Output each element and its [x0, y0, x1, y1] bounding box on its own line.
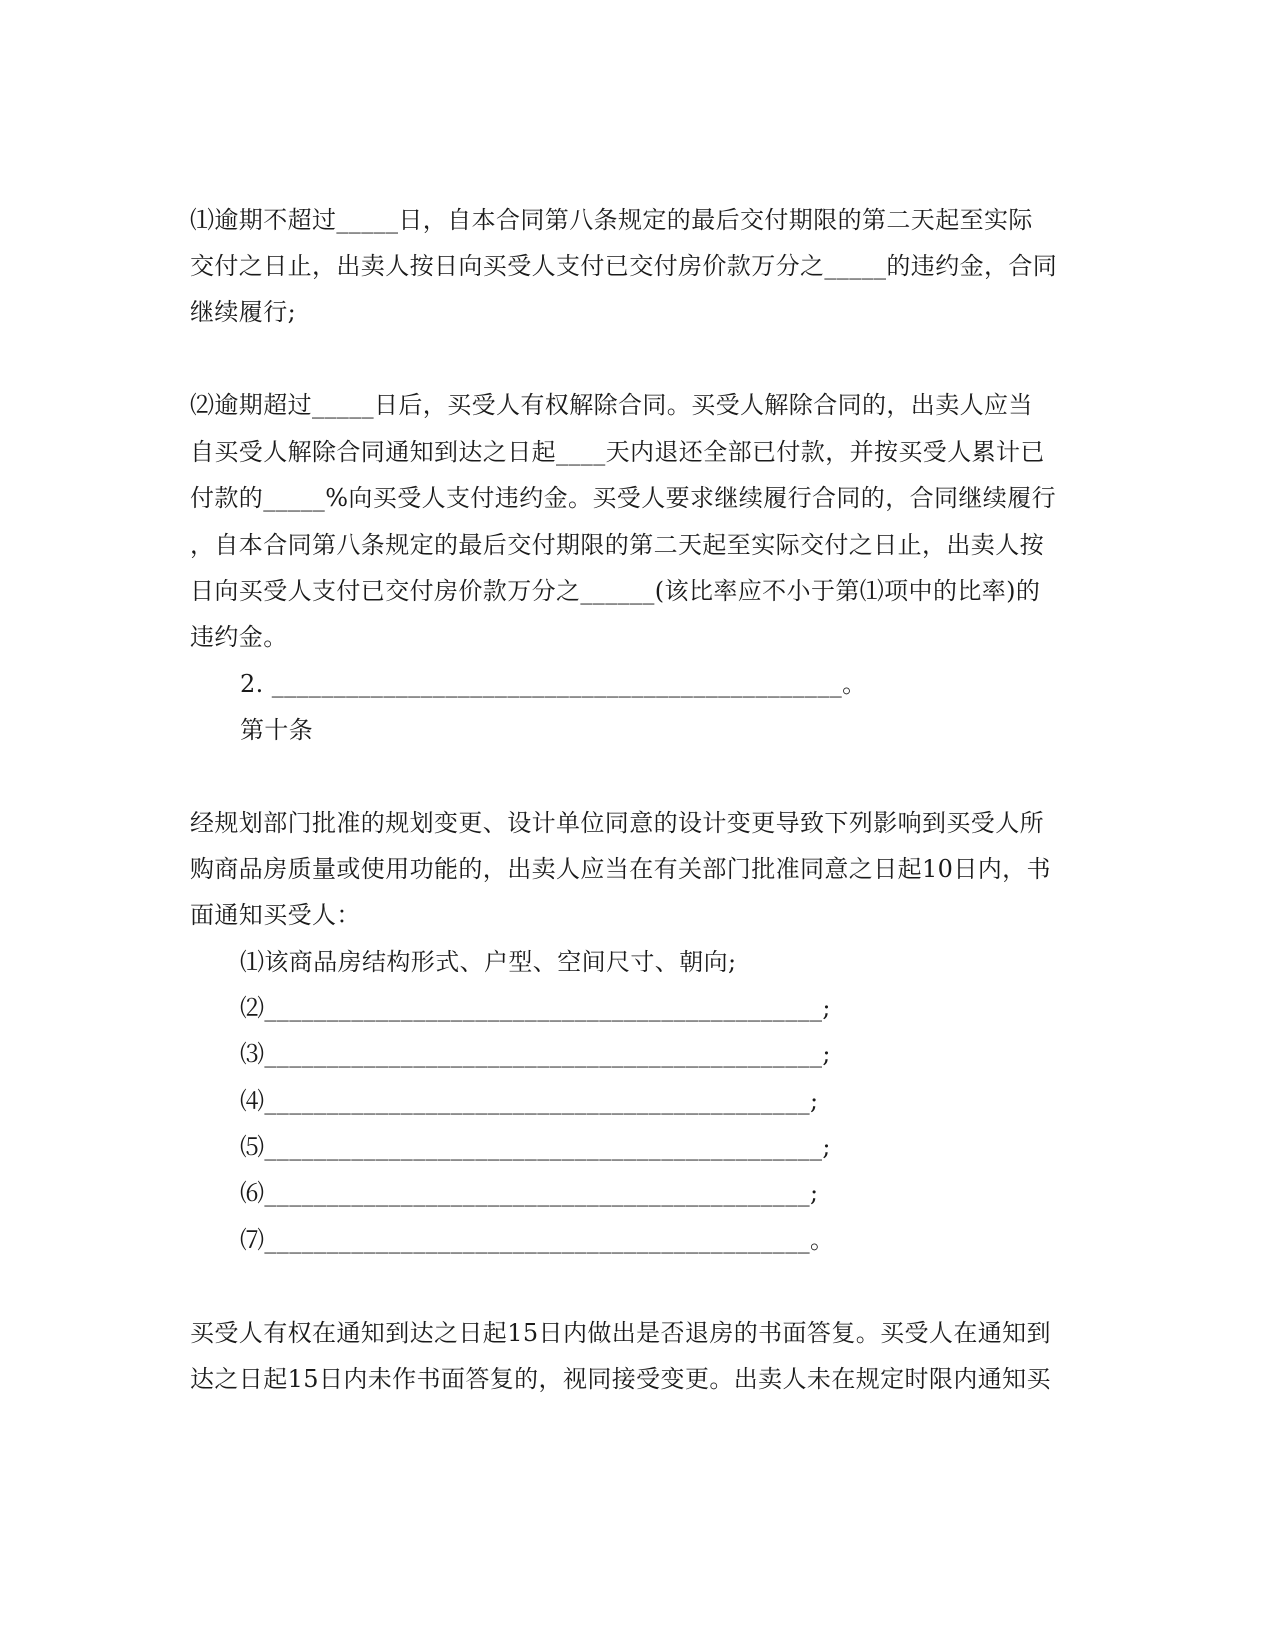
- article-heading: 第十条: [240, 716, 314, 744]
- list-item: ⑸_____________________________________________;: [240, 1133, 831, 1161]
- paragraph-line: 经规划部门批准的规划变更、设计单位同意的设计变更导致下列影响到买受人所: [190, 809, 1044, 837]
- paragraph-line: 付款的_____%向买受人支付违约金。买受人要求继续履行合同的，合同继续履行: [190, 484, 1057, 512]
- paragraph-line: 自买受人解除合同通知到达之日起____天内退还全部已付款，并按买受人累计已: [190, 438, 1045, 466]
- paragraph-line: 日向买受人支付已交付房价款万分之______(该比率应不小于第⑴项中的比率)的: [190, 577, 1041, 605]
- paragraph-line: ⑴逾期不超过_____日，自本合同第八条规定的最后交付期限的第二天起至实际: [190, 206, 1033, 234]
- list-item: ⑶_____________________________________________;: [240, 1040, 831, 1068]
- paragraph-line: 面通知买受人：: [190, 901, 361, 929]
- list-item: ⑹____________________________________________;: [240, 1179, 819, 1207]
- list-item: ⑵_____________________________________________;: [240, 994, 831, 1022]
- paragraph-line: ，自本合同第八条规定的最后交付期限的第二天起至实际交付之日止，出卖人按: [190, 531, 1044, 559]
- paragraph-line: 交付之日止，出卖人按日向买受人支付已交付房价款万分之_____的违约金，合同: [190, 252, 1058, 280]
- paragraph-line: ⑵逾期超过_____日后，买受人有权解除合同。买受人解除合同的，出卖人应当: [190, 391, 1033, 419]
- paragraph-line: 违约金。: [190, 623, 288, 651]
- paragraph-line: 继续履行;: [190, 298, 297, 326]
- paragraph-line: 购商品房质量或使用功能的，出卖人应当在有关部门批准同意之日起10日内，书: [190, 855, 1051, 883]
- paragraph-line: 买受人有权在通知到达之日起15日内做出是否退房的书面答复。买受人在通知到: [190, 1319, 1051, 1347]
- paragraph-line: 达之日起15日内未作书面答复的，视同接受变更。出卖人未在规定时限内通知买: [190, 1365, 1051, 1393]
- list-item: ⑷____________________________________________;: [240, 1087, 819, 1115]
- clause-item: 2. ______________________________________________。: [240, 670, 867, 698]
- list-item: ⑴该商品房结构形式、户型、空间尺寸、朝向;: [240, 948, 737, 976]
- list-item: ⑺____________________________________________。: [240, 1226, 835, 1254]
